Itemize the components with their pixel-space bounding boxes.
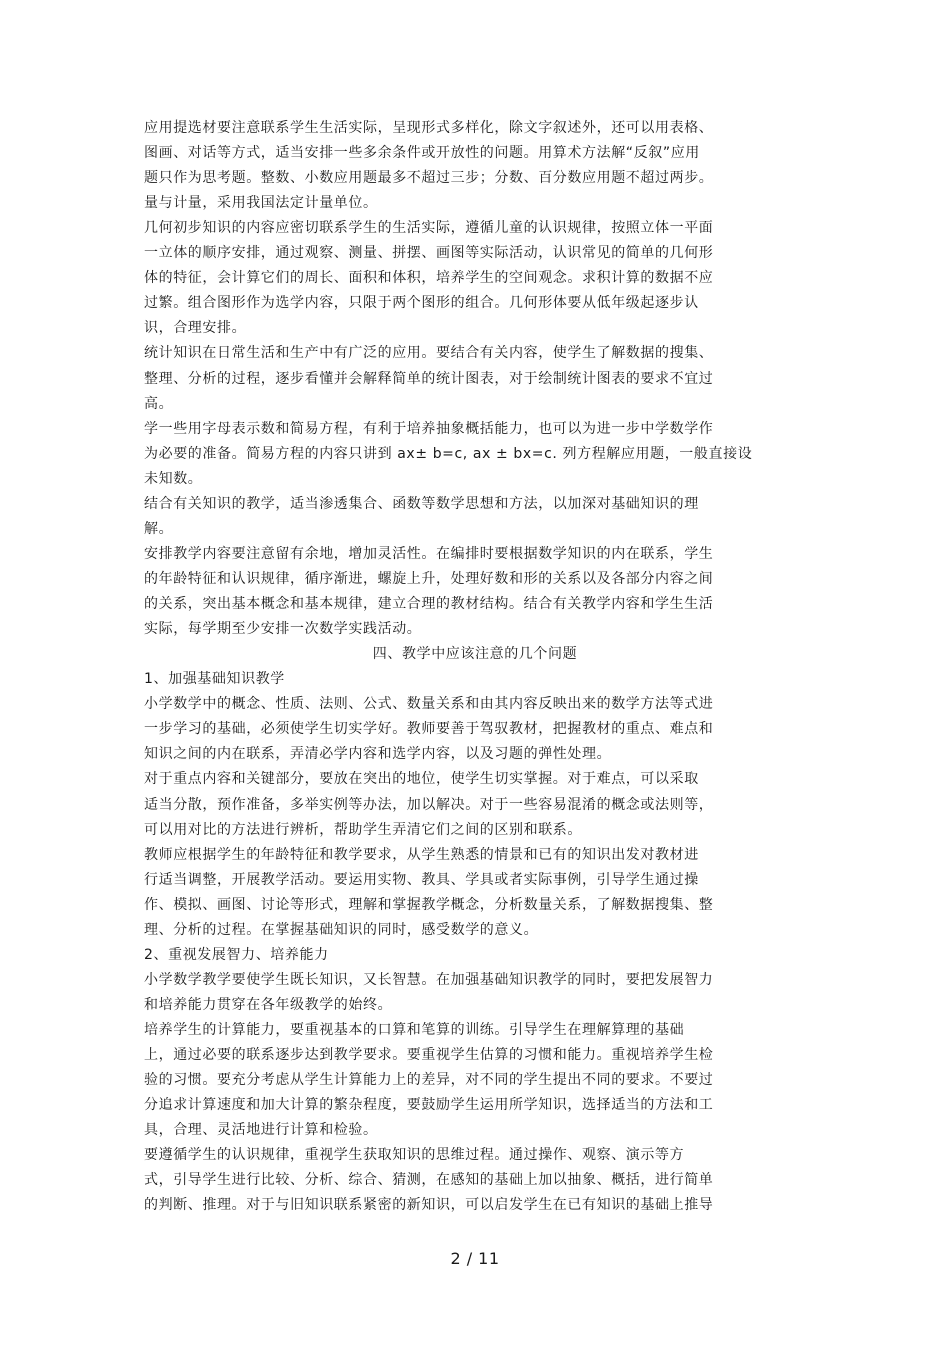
page-number: 2 / 11 [450,1249,500,1268]
text-line: 理、分析的过程。在掌握基础知识的同时，感受数学的意义。 [144,922,539,938]
text-line: 解。 [144,521,174,537]
text-line: 具，合理、灵活地进行计算和检验。 [144,1122,378,1138]
text-line: 要遵循学生的认识规律，重视学生获取知识的思维过程。通过操作、观察、演示等方 [144,1147,685,1163]
text-line: 体的特征，会计算它们的周长、面积和体积，培养学生的空间观念。求积计算的数据不应 [144,270,714,286]
section-heading: 四、教学中应该注意的几个问题 [372,646,578,662]
text-line: 整理、分析的过程，逐步看懂并会解释简单的统计图表，对于绘制统计图表的要求不宜过 [144,371,714,387]
text-line: 识，合理安排。 [144,320,247,336]
text-line: 上，通过必要的联系逐步达到教学要求。要重视学生估算的习惯和能力。重视培养学生检 [144,1047,714,1063]
text-line: 教师应根据学生的年龄特征和教学要求，从学生熟悉的情景和已有的知识出发对教材进 [144,847,699,863]
text-line: 验的习惯。要充分考虑从学生计算能力上的差异，对不同的学生提出不同的要求。不要过 [144,1072,714,1088]
text-line: 结合有关知识的教学，适当渗透集合、函数等数学思想和方法，以加深对基础知识的理 [144,496,699,512]
text-line: 行适当调整，开展教学活动。要运用实物、教具、学具或者实际事例，引导学生通过操 [144,872,699,888]
text-line: 培养学生的计算能力，要重视基本的口算和笔算的训练。引导学生在理解算理的基础 [144,1022,685,1038]
text-line: 过繁。组合图形作为选学内容，只限于两个图形的组合。几何形体要从低年级起逐步认 [144,295,699,311]
text-line: 应用提选材要注意联系学生生活实际，呈现形式多样化，除文字叙述外，还可以用表格、 [144,120,714,136]
text-line: 学一些用字母表示数和简易方程，有利于培养抽象概括能力，也可以为进一步中学数学作 [144,421,714,437]
text-line: 和培养能力贯穿在各年级教学的始终。 [144,997,393,1013]
text-line: 对于重点内容和关键部分，要放在突出的地位，使学生切实掌握。对于难点，可以采取 [144,771,699,787]
text-line: 一立体的顺序安排，通过观察、测量、拼摆、画图等实际活动，认识常见的简单的几何形 [144,245,714,261]
text-line: 图画、对话等方式，适当安排一些多余条件或开放性的问题。用算术方法解“反叙”应用 [144,145,700,161]
text-line: 式，引导学生进行比较、分析、综合、猜测，在感知的基础上加以抽象、概括，进行简单 [144,1172,714,1188]
text-line: 小学数学教学要使学生既长知识，又长智慧。在加强基础知识教学的同时，要把发展智力 [144,972,714,988]
subsection-heading: 1、加强基础知识教学 [144,671,285,687]
text-line: 的关系，突出基本概念和基本规律，建立合理的教材结构。结合有关教学内容和学生生活 [144,596,714,612]
text-line: 为必要的准备。简易方程的内容只讲到 ax± b=c, ax ± bx=c. 列方程解应用题，一般直接设 [144,446,753,462]
text-line: 分追求计算速度和加大计算的繁杂程度，要鼓励学生运用所学知识，选择适当的方法和工 [144,1097,714,1113]
text-line: 作、模拟、画图、讨论等形式，理解和掌握教学概念，分析数量关系，了解数据搜集、整 [144,897,714,913]
text-line: 安排教学内容要注意留有余地，增加灵活性。在编排时要根据数学知识的内在联系，学生 [144,546,714,562]
text-line: 的年龄特征和认识规律，循序渐进，螺旋上升，处理好数和形的关系以及各部分内容之间 [144,571,714,587]
text-line: 量与计量，采用我国法定计量单位。 [144,195,378,211]
subsection-heading: 2、重视发展智力、培养能力 [144,947,329,963]
text-line: 可以用对比的方法进行辨析，帮助学生弄清它们之间的区别和联系。 [144,822,582,838]
text-line: 未知数。 [144,471,203,487]
text-line: 几何初步知识的内容应密切联系学生的生活实际，遵循儿童的认识规律，按照立体一平面 [144,220,714,236]
text-line: 适当分散，预作准备，多举实例等办法，加以解决。对于一些容易混淆的概念或法则等， [144,797,714,813]
text-line: 高。 [144,396,174,412]
text-line: 实际，每学期至少安排一次数学实践活动。 [144,621,422,637]
text-line: 统计知识在日常生活和生产中有广泛的应用。要结合有关内容，使学生了解数据的搜集、 [144,345,714,361]
text-line: 的判断、推理。对于与旧知识联系紧密的新知识，可以启发学生在已有知识的基础上推导 [144,1197,714,1213]
text-line: 知识之间的内在联系，弄清必学内容和选学内容，以及习题的弹性处理。 [144,746,612,762]
text-line: 小学数学中的概念、性质、法则、公式、数量关系和由其内容反映出来的数学方法等式进 [144,696,714,712]
text-line: 一步学习的基础，必须使学生切实学好。教师要善于驾驭教材，把握教材的重点、难点和 [144,721,714,737]
text-line: 题只作为思考题。整数、小数应用题最多不超过三步；分数、百分数应用题不超过两步。 [144,170,714,186]
